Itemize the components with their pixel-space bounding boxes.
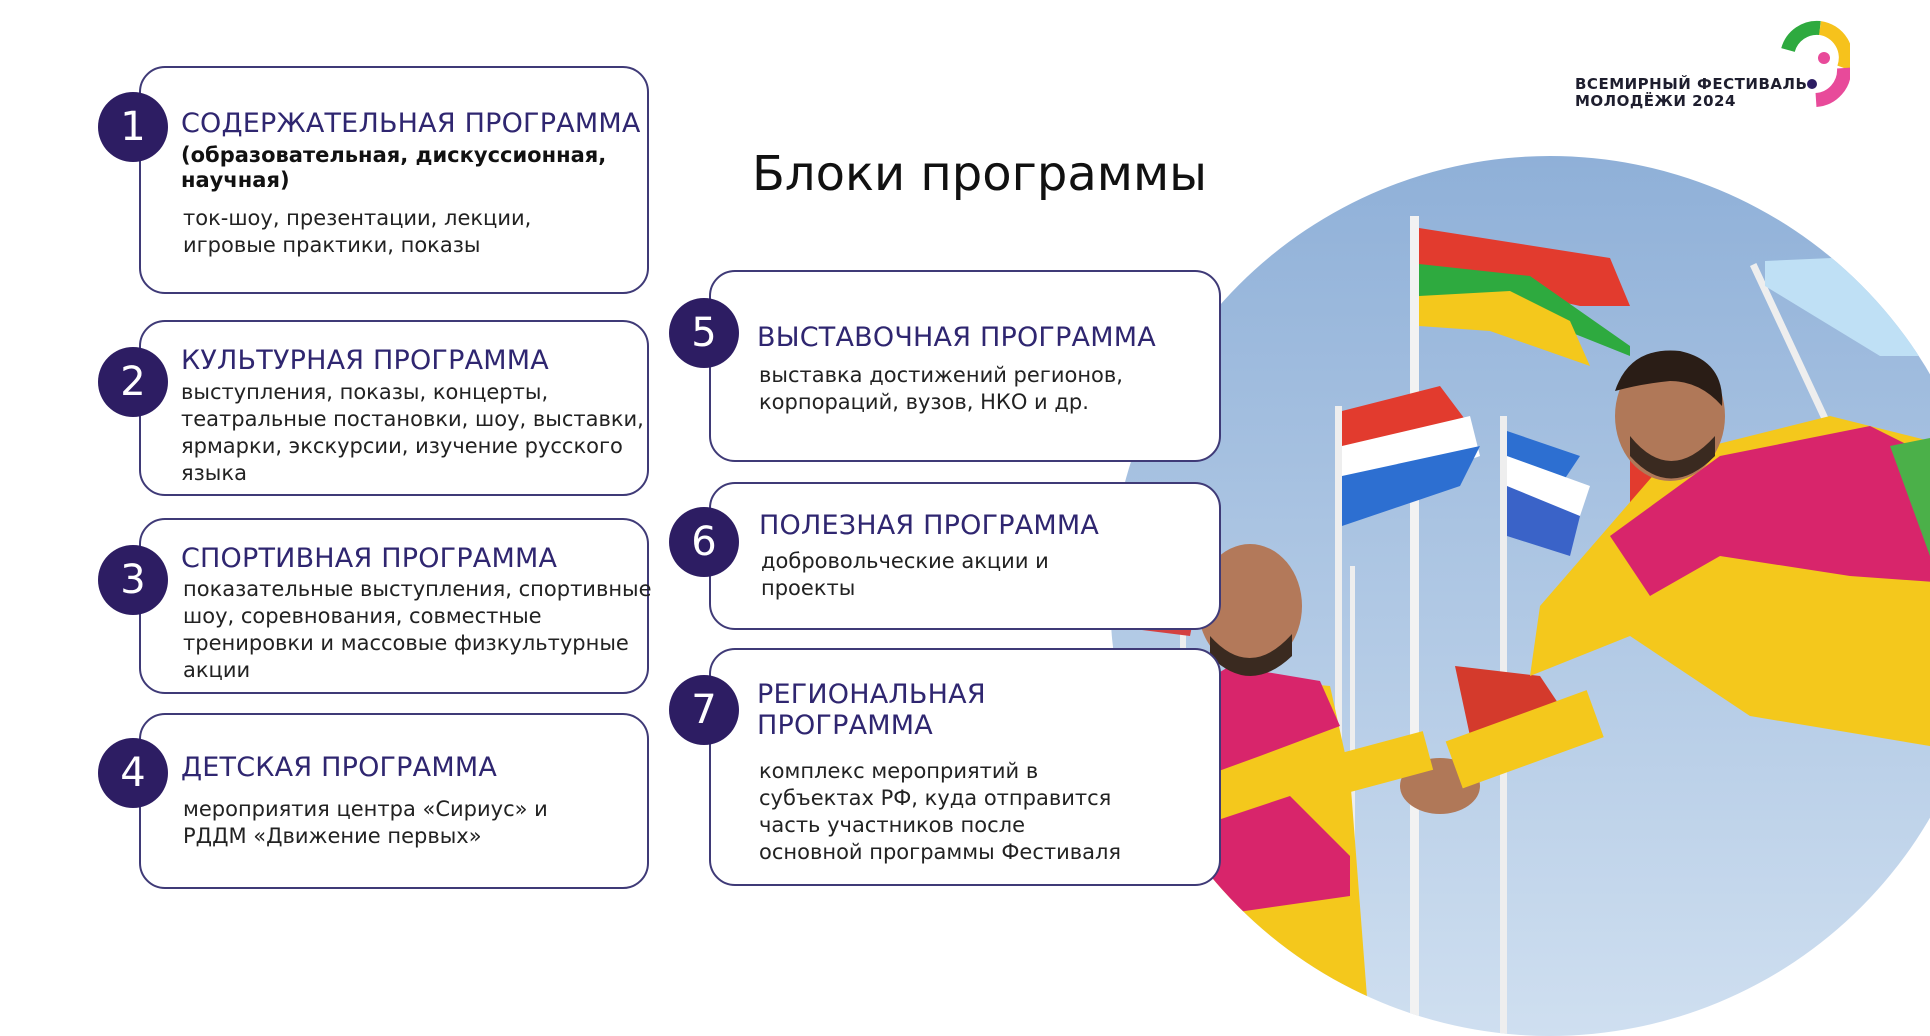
block-1-number: 1 xyxy=(98,92,168,162)
block-1-subtitle: (образовательная, дискуссионная, научная) xyxy=(181,143,607,192)
block-3-number: 3 xyxy=(98,545,168,615)
block-4-description: мероприятия центра «Сириус» и РДДМ «Движение первых» xyxy=(183,797,548,848)
block-6-number: 6 xyxy=(669,507,739,577)
block-5-title: ВЫСТАВОЧНАЯ ПРОГРАММА xyxy=(757,322,1156,353)
block-1-description: ток-шоу, презентации, лекции, игровые практики, показы xyxy=(183,206,532,257)
block-6-title: ПОЛЕЗНАЯ ПРОГРАММА xyxy=(759,510,1100,541)
block-5-description: выставка достижений регионов, корпораций, вузов, НКО и др. xyxy=(759,363,1123,414)
block-6-description: добровольческие акции и проекты xyxy=(761,549,1049,600)
photo-illustration xyxy=(1110,156,1930,1036)
block-7-title: РЕГИОНАЛЬНАЯ ПРОГРАММА xyxy=(757,679,986,741)
block-4-title: ДЕТСКАЯ ПРОГРАММА xyxy=(181,752,497,783)
block-2-number: 2 xyxy=(98,347,168,417)
logo-line-1: ВСЕМИРНЫЙ ФЕСТИВАЛЬ xyxy=(1575,75,1808,93)
block-3-title: СПОРТИВНАЯ ПРОГРАММА xyxy=(181,543,558,574)
page-title: Блоки программы xyxy=(752,146,1208,202)
block-2-description: выступления, показы, концерты, театральные постановки, шоу, выставки, ярмарки, экскурсии, изучение русского языка xyxy=(181,380,644,485)
block-5-number: 5 xyxy=(669,298,739,368)
logo-line-2: МОЛОДЁЖИ 2024 xyxy=(1575,92,1736,110)
block-7-number: 7 xyxy=(669,675,739,745)
block-7-description: комплекс мероприятий в субъектах РФ, куда отправится часть участников после основной программы Фестиваля xyxy=(759,759,1122,864)
block-4-number: 4 xyxy=(98,738,168,808)
block-1-title: СОДЕРЖАТЕЛЬНАЯ ПРОГРАММА xyxy=(181,108,641,139)
block-2-title: КУЛЬТУРНАЯ ПРОГРАММА xyxy=(181,345,549,376)
festival-photo xyxy=(1110,156,1930,1036)
block-3-description: показательные выступления, спортивные шоу, соревнования, совместные тренировки и массовые физкультурные акции xyxy=(183,577,652,682)
